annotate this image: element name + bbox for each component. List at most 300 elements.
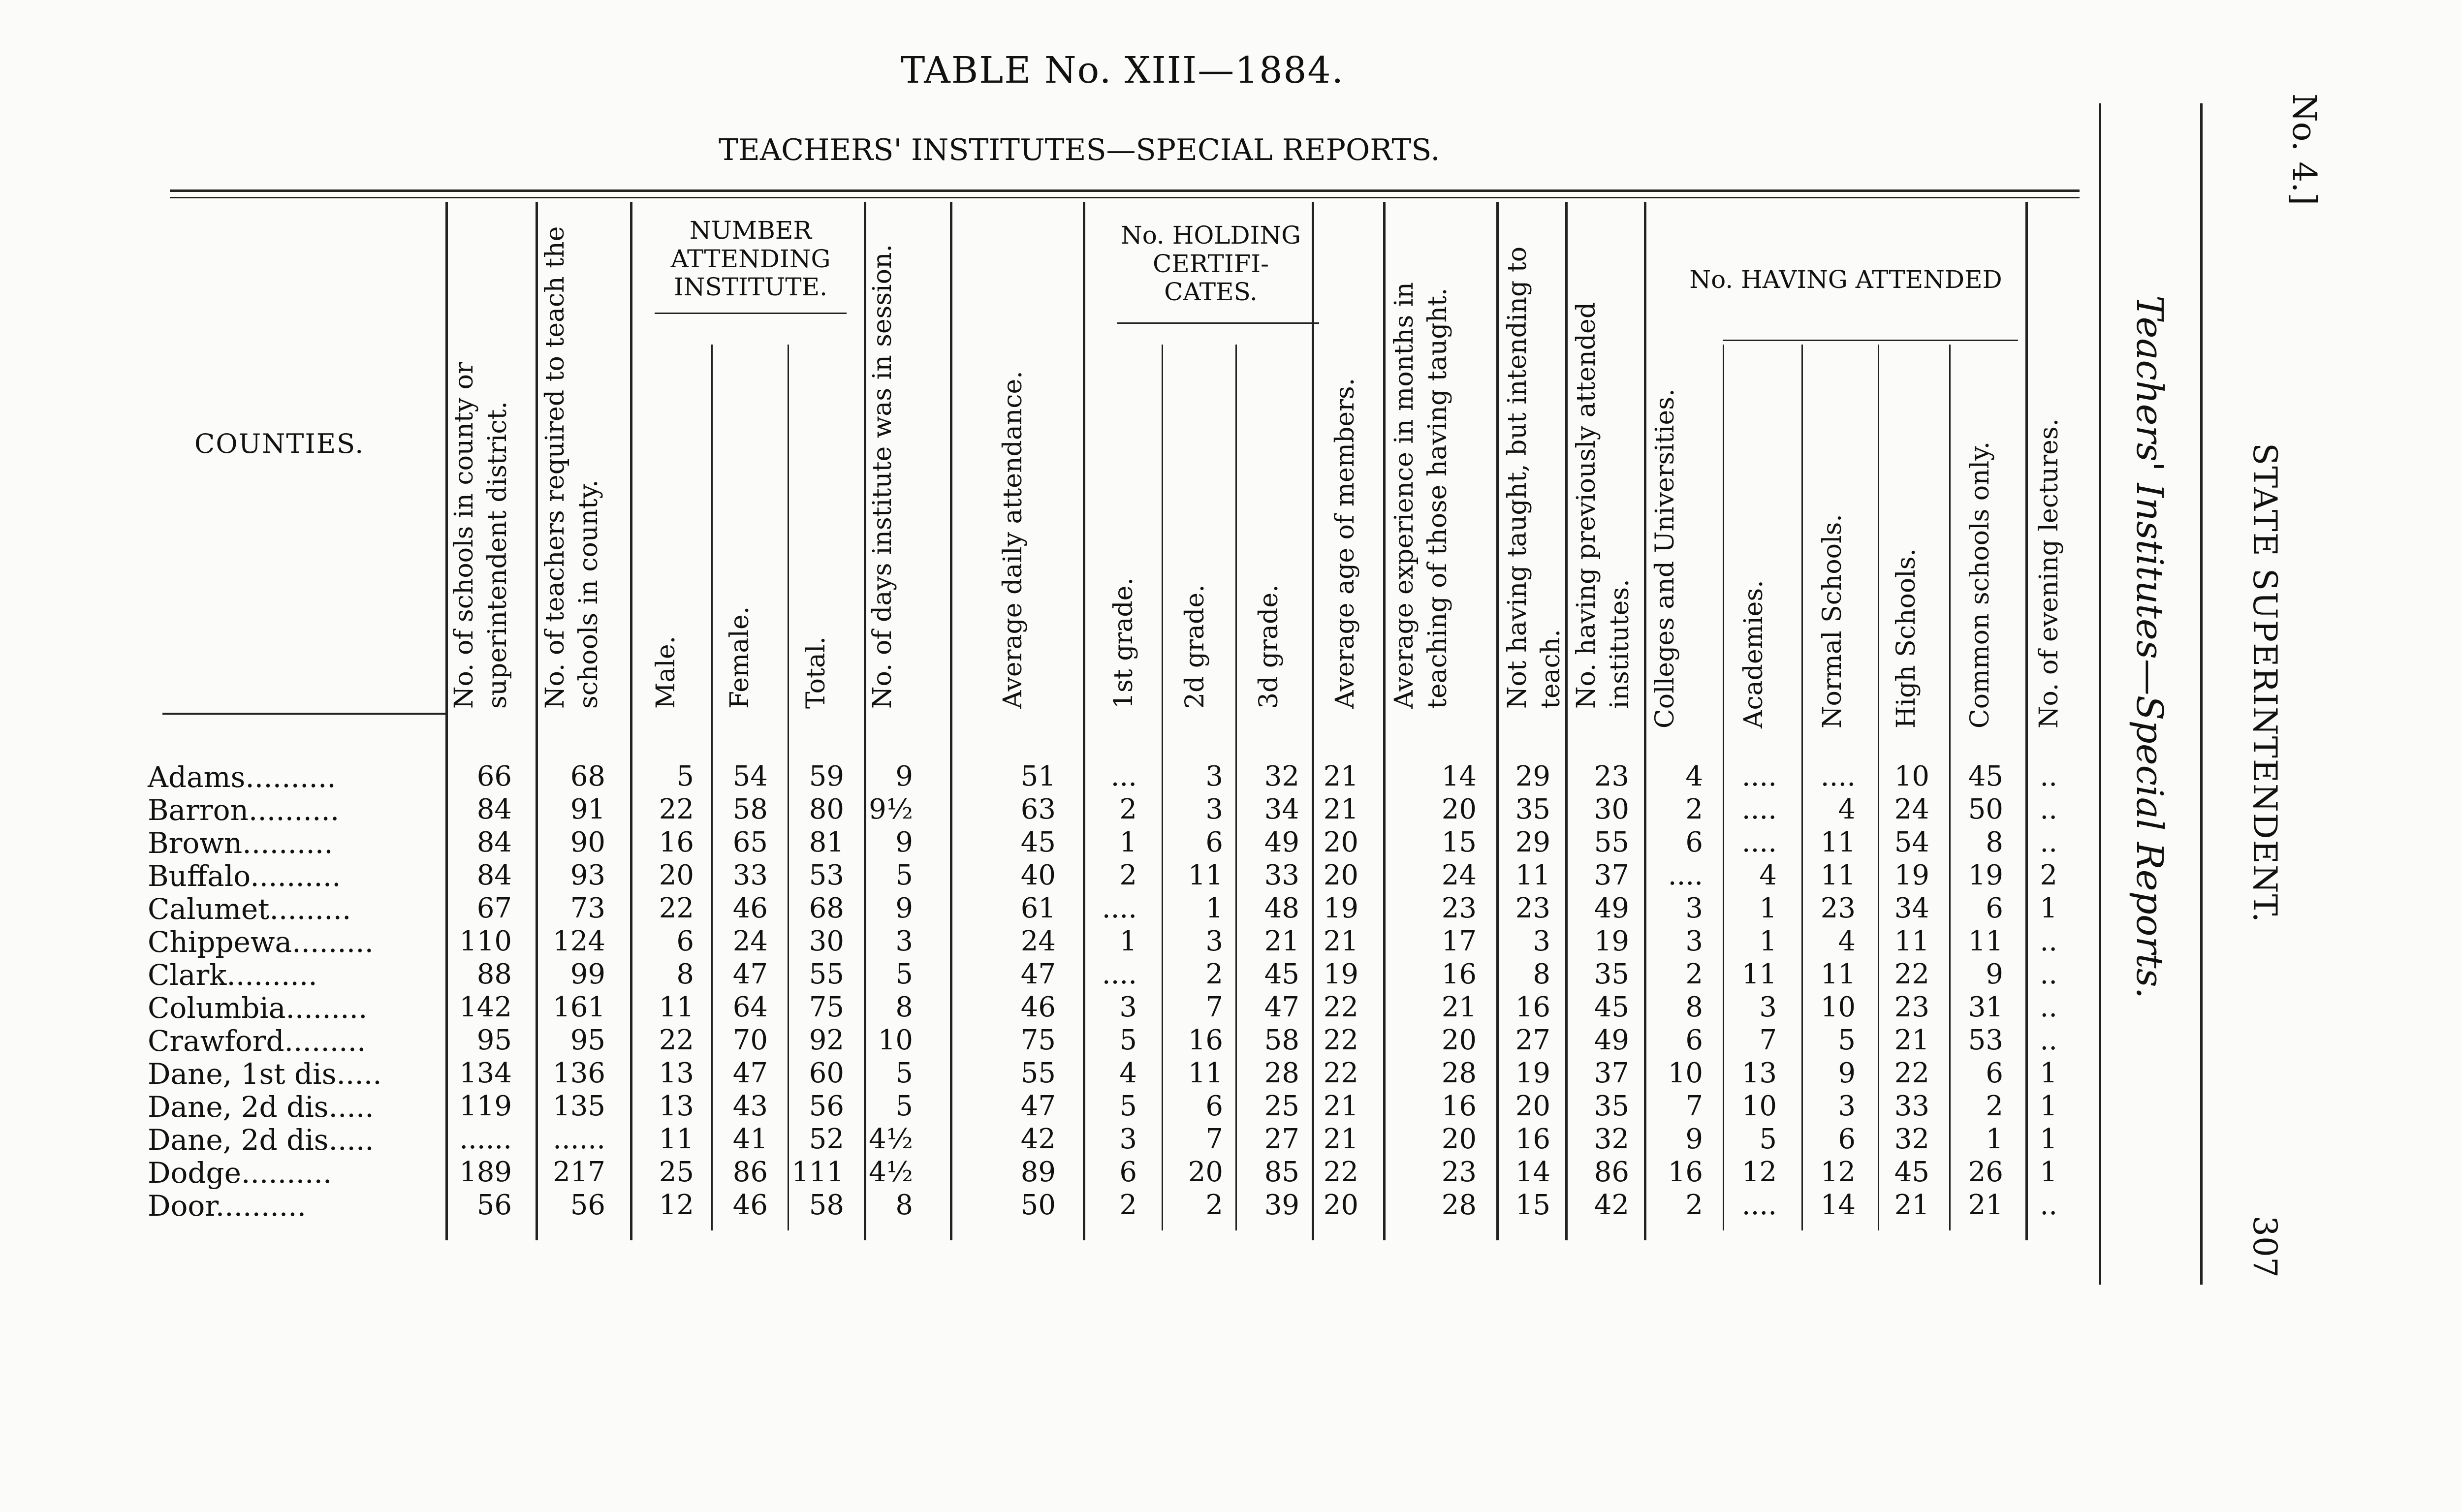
table-cell: 68 <box>570 760 605 792</box>
table-cell: 90 <box>570 826 605 858</box>
table-cell: 12 <box>1741 1156 1777 1188</box>
county-name: Adams.......... <box>148 760 336 794</box>
table-cell: 5 <box>895 958 913 990</box>
table-cell: 1 <box>1759 892 1777 924</box>
table-cell: 40 <box>1020 859 1056 891</box>
table-cell: 20 <box>659 859 694 891</box>
table-cell: 21 <box>1323 793 1358 825</box>
table-cell: 21 <box>1968 1189 2003 1221</box>
table-cell: 2 <box>1685 1189 1703 1221</box>
table-cell: 37 <box>1594 1057 1629 1089</box>
table-cell: 86 <box>1594 1156 1629 1188</box>
table-cell: 8 <box>895 991 913 1023</box>
county-name: Barron.......... <box>148 793 340 827</box>
table-cell: 2 <box>1685 958 1703 990</box>
table-cell: 16 <box>1515 991 1550 1023</box>
table-cell: 46 <box>1020 991 1056 1023</box>
table-cell: 84 <box>476 793 512 825</box>
table-cell: 3 <box>1119 991 1137 1023</box>
table-cell: 23 <box>1894 991 1929 1023</box>
column-header-1st-grade: 1st grade. <box>1109 577 1138 709</box>
table-cell: 7 <box>1685 1090 1703 1122</box>
table-cell: 39 <box>1264 1189 1299 1221</box>
table-cell: 11 <box>1188 859 1223 891</box>
county-name: Dane, 2d dis..... <box>148 1123 374 1157</box>
table-cell: 134 <box>459 1057 512 1089</box>
table-cell: 30 <box>809 925 844 957</box>
table-cell: 47 <box>732 958 768 990</box>
table-cell: 13 <box>659 1057 694 1089</box>
side-state-superintendent: STATE SUPERINTENDENT. <box>2246 443 2284 923</box>
table-cell: 20 <box>1441 793 1477 825</box>
table-cell: 8 <box>1986 826 2003 858</box>
table-cell: 47 <box>1264 991 1299 1023</box>
table-cell: .... <box>1668 859 1703 891</box>
table-cell: 9 <box>895 892 913 924</box>
table-cell: 54 <box>1894 826 1929 858</box>
table-cell: 21 <box>1323 1090 1358 1122</box>
table-cell: 4 <box>1685 760 1703 792</box>
table-cell: 59 <box>809 760 844 792</box>
table-cell: 23 <box>1515 892 1550 924</box>
table-cell: 54 <box>732 760 768 792</box>
table-cell: 91 <box>570 793 605 825</box>
table-cell: 3 <box>1205 793 1223 825</box>
table-cell: 22 <box>1323 1156 1358 1188</box>
table-cell: 3 <box>1685 892 1703 924</box>
table-cell: 42 <box>1020 1123 1056 1155</box>
table-cell: 2 <box>1119 793 1137 825</box>
table-cell: 28 <box>1441 1057 1477 1089</box>
table-cell: .... <box>1741 793 1777 825</box>
table-cell: 23 <box>1441 892 1477 924</box>
table-cell: 20 <box>1323 826 1358 858</box>
table-cell: 6 <box>1986 892 2003 924</box>
table-cell: 19 <box>1968 859 2003 891</box>
table-cell: 20 <box>1441 1123 1477 1155</box>
table-cell: 9½ <box>869 793 913 825</box>
table-cell: 43 <box>732 1090 768 1122</box>
table-cell: 1 <box>1759 925 1777 957</box>
county-name: Clark.......... <box>148 958 317 992</box>
table-cell: 56 <box>809 1090 844 1122</box>
column-header-colleges: Colleges and Universities. <box>1650 388 1680 728</box>
table-cell: 21 <box>1894 1024 1929 1056</box>
table-cell: 47 <box>1020 958 1056 990</box>
table-cell: .... <box>1741 760 1777 792</box>
table-cell: 95 <box>476 1024 512 1056</box>
table-cell: 92 <box>809 1024 844 1056</box>
counties-header-rule <box>162 713 448 715</box>
table-cell: .. <box>2040 793 2057 825</box>
table-cell: 5 <box>1119 1024 1137 1056</box>
table-cell: 10 <box>1668 1057 1703 1089</box>
table-cell: .. <box>2040 760 2057 792</box>
table-cell: 8 <box>895 1189 913 1221</box>
group-header-having-attended: No. HAVING ATTENDED <box>1689 265 2002 294</box>
table-cell: 4 <box>1838 925 1856 957</box>
right-inner-rule <box>2099 103 2101 1285</box>
table-cell: .... <box>1741 826 1777 858</box>
counties-header: COUNTIES. <box>194 428 365 459</box>
table-cell: 3 <box>1838 1090 1856 1122</box>
table-cell: 19 <box>1894 859 1929 891</box>
right-side-rule <box>2200 103 2203 1285</box>
column-header-average-experience: Average experience in months in teaching of those having taught. <box>1389 282 1452 709</box>
table-cell: 80 <box>809 793 844 825</box>
table-cell: 9 <box>895 760 913 792</box>
table-cell: 67 <box>476 892 512 924</box>
table-cell: 10 <box>1894 760 1929 792</box>
table-cell: 6 <box>676 925 694 957</box>
table-cell: 32 <box>1264 760 1299 792</box>
table-cell: 50 <box>1968 793 2003 825</box>
table-cell: 55 <box>1594 826 1629 858</box>
table-cell: 17 <box>1441 925 1477 957</box>
table-cell: 4 <box>1119 1057 1137 1089</box>
table-cell: 16 <box>1188 1024 1223 1056</box>
table-cell: 11 <box>659 991 694 1023</box>
table-cell: 35 <box>1594 958 1629 990</box>
table-cell: .. <box>2040 826 2057 858</box>
table-cell: 6 <box>1685 1024 1703 1056</box>
table-cell: 25 <box>659 1156 694 1188</box>
table-cell: 14 <box>1441 760 1477 792</box>
table-cell: 11 <box>1820 826 1856 858</box>
table-cell: 20 <box>1515 1090 1550 1122</box>
group-header-holding: No. HOLDING CERTIFI- CATES. <box>1120 221 1301 306</box>
table-cell: 13 <box>1741 1057 1777 1089</box>
table-cell: 9 <box>895 826 913 858</box>
table-cell: 124 <box>553 925 605 957</box>
table-cell: 1 <box>1205 892 1223 924</box>
column-header-previously-attended: No. having previously attended institutes. <box>1572 302 1635 709</box>
table-cell: 3 <box>1205 925 1223 957</box>
table-cell: ... <box>1110 760 1137 792</box>
table-cell: 5 <box>1759 1123 1777 1155</box>
table-cell: 24 <box>1020 925 1056 957</box>
table-cell: 142 <box>459 991 512 1023</box>
table-cell: 119 <box>459 1090 512 1122</box>
column-header-2d-grade: 2d grade. <box>1180 584 1210 709</box>
table-cell: .... <box>1820 760 1856 792</box>
table-cell: 45 <box>1264 958 1299 990</box>
column-header-female: Female. <box>725 606 755 709</box>
table-cell: 63 <box>1020 793 1056 825</box>
table-cell: 42 <box>1594 1189 1629 1221</box>
table-cell: .. <box>2040 925 2057 957</box>
table-cell: 66 <box>476 760 512 792</box>
column-header-schools: No. of schools in county or superintendent district. <box>449 362 512 709</box>
table-cell: 22 <box>1323 991 1358 1023</box>
table-cell: 2 <box>1119 1189 1137 1221</box>
table-cell: 21 <box>1264 925 1299 957</box>
table-cell: 47 <box>1020 1090 1056 1122</box>
table-cell: 7 <box>1205 991 1223 1023</box>
table-cell: 29 <box>1515 760 1550 792</box>
table-cell: 11 <box>1968 925 2003 957</box>
table-cell: 12 <box>1820 1156 1856 1188</box>
table-cell: .... <box>1102 892 1137 924</box>
county-name: Calumet......... <box>148 892 351 926</box>
county-name: Brown.......... <box>148 826 333 860</box>
table-cell: 88 <box>476 958 512 990</box>
table-cell: 24 <box>1441 859 1477 891</box>
table-top-rule-2 <box>170 197 2080 198</box>
table-cell: 3 <box>1119 1123 1137 1155</box>
table-cell: 84 <box>476 859 512 891</box>
table-cell: 34 <box>1264 793 1299 825</box>
table-cell: 8 <box>1685 991 1703 1023</box>
column-header-intending-to-teach: Not having taught, but intending to teach. <box>1503 246 1566 709</box>
table-cell: 9 <box>1685 1123 1703 1155</box>
table-cell: 75 <box>809 991 844 1023</box>
table-cell: 22 <box>1323 1024 1358 1056</box>
table-cell: 16 <box>1441 958 1477 990</box>
table-cell: 2 <box>1119 859 1137 891</box>
table-cell: 22 <box>1894 958 1929 990</box>
table-cell: 5 <box>895 859 913 891</box>
table-cell: 37 <box>1594 859 1629 891</box>
table-cell: 3 <box>1205 760 1223 792</box>
table-cell: 23 <box>1441 1156 1477 1188</box>
table-cell: 29 <box>1515 826 1550 858</box>
table-cell: 1 <box>2040 1090 2057 1122</box>
table-cell: 93 <box>570 859 605 891</box>
table-cell: 32 <box>1594 1123 1629 1155</box>
column-header-high-schools: High Schools. <box>1892 548 1921 728</box>
side-running-title: Teachers' Institutes—Special Reports. <box>2128 295 2171 999</box>
table-cell: 14 <box>1820 1189 1856 1221</box>
table-cell: 3 <box>895 925 913 957</box>
table-cell: 10 <box>1741 1090 1777 1122</box>
table-top-rule <box>170 189 2080 192</box>
table-cell: 30 <box>1594 793 1629 825</box>
table-cell: 52 <box>809 1123 844 1155</box>
column-header-evening-lectures: No. of evening lectures. <box>2034 418 2064 728</box>
table-cell: 5 <box>895 1057 913 1089</box>
table-cell: 99 <box>570 958 605 990</box>
table-cell: 23 <box>1820 892 1856 924</box>
table-cell: 11 <box>1820 958 1856 990</box>
table-cell: 19 <box>1323 892 1358 924</box>
table-cell: 35 <box>1515 793 1550 825</box>
table-cell: 33 <box>1894 1090 1929 1122</box>
table-cell: 55 <box>809 958 844 990</box>
table-cell: 58 <box>809 1189 844 1221</box>
table-cell: 1 <box>2040 892 2057 924</box>
table-cell: 26 <box>1968 1156 2003 1188</box>
table-cell: 55 <box>1020 1057 1056 1089</box>
table-cell: .. <box>2040 958 2057 990</box>
table-cell: 2 <box>1986 1090 2003 1122</box>
table-cell: 22 <box>659 1024 694 1056</box>
table-cell: 11 <box>659 1123 694 1155</box>
table-cell: 34 <box>1894 892 1929 924</box>
page-title: TABLE No. XIII—1884. <box>901 49 1345 92</box>
table-cell: 1 <box>2040 1057 2057 1089</box>
group-rule-holding <box>1117 322 1319 324</box>
group-header-attending: NUMBER ATTENDING INSTITUTE. <box>670 216 831 301</box>
table-cell: 61 <box>1020 892 1056 924</box>
table-cell: 45 <box>1594 991 1629 1023</box>
column-header-3d-grade: 3d grade. <box>1254 584 1284 709</box>
table-cell: 53 <box>1968 1024 2003 1056</box>
table-cell: 3 <box>1685 925 1703 957</box>
county-name: Dodge.......... <box>148 1156 332 1190</box>
table-cell: 16 <box>659 826 694 858</box>
table-cell: 85 <box>1264 1156 1299 1188</box>
table-cell: 49 <box>1594 892 1629 924</box>
page-number: 307 <box>2246 1216 2284 1278</box>
table-cell: 10 <box>878 1024 913 1056</box>
table-cell: 75 <box>1020 1024 1056 1056</box>
table-cell: 15 <box>1515 1189 1550 1221</box>
column-header-total: Total. <box>801 636 831 709</box>
table-cell: 56 <box>476 1189 512 1221</box>
table-cell: 31 <box>1968 991 2003 1023</box>
table-cell: 28 <box>1441 1189 1477 1221</box>
column-header-days-in-session: No. of days institute was in session. <box>868 244 897 709</box>
table-cell: 3 <box>1759 991 1777 1023</box>
table-cell: 6 <box>1205 826 1223 858</box>
table-cell: 6 <box>1119 1156 1137 1188</box>
table-cell: 20 <box>1323 859 1358 891</box>
county-name: Chippewa......... <box>148 925 374 959</box>
table-cell: 217 <box>553 1156 605 1188</box>
column-header-common-schools: Common schools only. <box>1965 441 1995 728</box>
side-doc-number: No. 4.] <box>2285 94 2323 206</box>
table-cell: 21 <box>1323 1123 1358 1155</box>
table-cell: 65 <box>732 826 768 858</box>
table-cell: 19 <box>1515 1057 1550 1089</box>
table-cell: 23 <box>1594 760 1629 792</box>
table-cell: 135 <box>553 1090 605 1122</box>
county-name: Dane, 1st dis..... <box>148 1057 382 1091</box>
table-cell: 49 <box>1264 826 1299 858</box>
table-cell: 6 <box>1838 1123 1856 1155</box>
table-cell: 21 <box>1323 760 1358 792</box>
table-cell: 4 <box>1838 793 1856 825</box>
county-name: Crawford......... <box>148 1024 366 1058</box>
table-cell: 1 <box>2040 1123 2057 1155</box>
table-cell: 21 <box>1323 925 1358 957</box>
table-cell: 53 <box>809 859 844 891</box>
table-cell: 4½ <box>869 1123 913 1155</box>
table-cell: 73 <box>570 892 605 924</box>
table-cell: 6 <box>1205 1090 1223 1122</box>
group-rule-having <box>1723 340 2018 341</box>
table-cell: 20 <box>1188 1156 1223 1188</box>
table-cell: .... <box>1102 958 1137 990</box>
table-cell: 45 <box>1968 760 2003 792</box>
table-cell: .. <box>2040 1189 2057 1221</box>
table-cell: 110 <box>459 925 512 957</box>
table-cell: 50 <box>1020 1189 1056 1221</box>
table-cell: 22 <box>1894 1057 1929 1089</box>
table-cell: 21 <box>1894 1189 1929 1221</box>
column-header-male: Male. <box>651 635 681 709</box>
table-cell: 95 <box>570 1024 605 1056</box>
table-cell: 16 <box>1515 1123 1550 1155</box>
table-cell: 64 <box>732 991 768 1023</box>
table-cell: 4½ <box>869 1156 913 1188</box>
column-header-teachers-required: No. of teachers required to teach the schools in county. <box>540 226 603 709</box>
table-cell: 27 <box>1515 1024 1550 1056</box>
table-cell: 70 <box>732 1024 768 1056</box>
column-header-normal-schools: Normal Schools. <box>1818 514 1847 728</box>
table-cell: 16 <box>1441 1090 1477 1122</box>
table-cell: 47 <box>732 1057 768 1089</box>
table-cell: 24 <box>1894 793 1929 825</box>
column-header-average-age: Average age of members. <box>1330 378 1360 709</box>
table-cell: 84 <box>476 826 512 858</box>
table-cell: 6 <box>1685 826 1703 858</box>
table-cell: 33 <box>1264 859 1299 891</box>
county-name: Buffalo.......... <box>148 859 341 893</box>
table-cell: 25 <box>1264 1090 1299 1122</box>
table-cell: 51 <box>1020 760 1056 792</box>
table-cell: 111 <box>791 1156 844 1188</box>
table-cell: .. <box>2040 1024 2057 1056</box>
table-cell: 1 <box>2040 1156 2057 1188</box>
table-cell: 58 <box>732 793 768 825</box>
table-cell: 45 <box>1894 1156 1929 1188</box>
table-cell: 5 <box>1838 1024 1856 1056</box>
table-cell: 9 <box>1986 958 2003 990</box>
table-cell: 11 <box>1820 859 1856 891</box>
table-cell: 20 <box>1441 1024 1477 1056</box>
table-cell: 11 <box>1741 958 1777 990</box>
table-cell: ...... <box>553 1123 605 1155</box>
table-cell: 68 <box>809 892 844 924</box>
column-header-average-attendance: Average daily attendance. <box>998 371 1028 709</box>
table-cell: 15 <box>1441 826 1477 858</box>
table-cell: 45 <box>1020 826 1056 858</box>
table-cell: 4 <box>1759 859 1777 891</box>
table-cell: ...... <box>459 1123 512 1155</box>
table-cell: 21 <box>1441 991 1477 1023</box>
table-cell: 2 <box>1205 1189 1223 1221</box>
table-cell: 8 <box>1533 958 1550 990</box>
table-cell: 2 <box>2040 859 2057 891</box>
table-cell: 22 <box>1323 1057 1358 1089</box>
county-name: Dane, 2d dis..... <box>148 1090 374 1124</box>
table-cell: 19 <box>1323 958 1358 990</box>
table-cell: 27 <box>1264 1123 1299 1155</box>
table-cell: 3 <box>1533 925 1550 957</box>
table-cell: 7 <box>1759 1024 1777 1056</box>
table-cell: 6 <box>1986 1057 2003 1089</box>
table-cell: 22 <box>659 892 694 924</box>
column-header-academies: Academies. <box>1739 580 1768 728</box>
table-cell: 14 <box>1515 1156 1550 1188</box>
table-cell: 19 <box>1594 925 1629 957</box>
table-cell: .. <box>2040 991 2057 1023</box>
table-cell: 8 <box>676 958 694 990</box>
table-cell: 16 <box>1668 1156 1703 1188</box>
table-cell: 22 <box>659 793 694 825</box>
table-cell: 33 <box>732 859 768 891</box>
table-cell: 89 <box>1020 1156 1056 1188</box>
table-cell: 1 <box>1986 1123 2003 1155</box>
county-name: Door.......... <box>148 1189 307 1223</box>
table-cell: 11 <box>1188 1057 1223 1089</box>
table-cell: 1 <box>1119 925 1137 957</box>
table-cell: 1 <box>1119 826 1137 858</box>
table-cell: 9 <box>1838 1057 1856 1089</box>
table-cell: 28 <box>1264 1057 1299 1089</box>
